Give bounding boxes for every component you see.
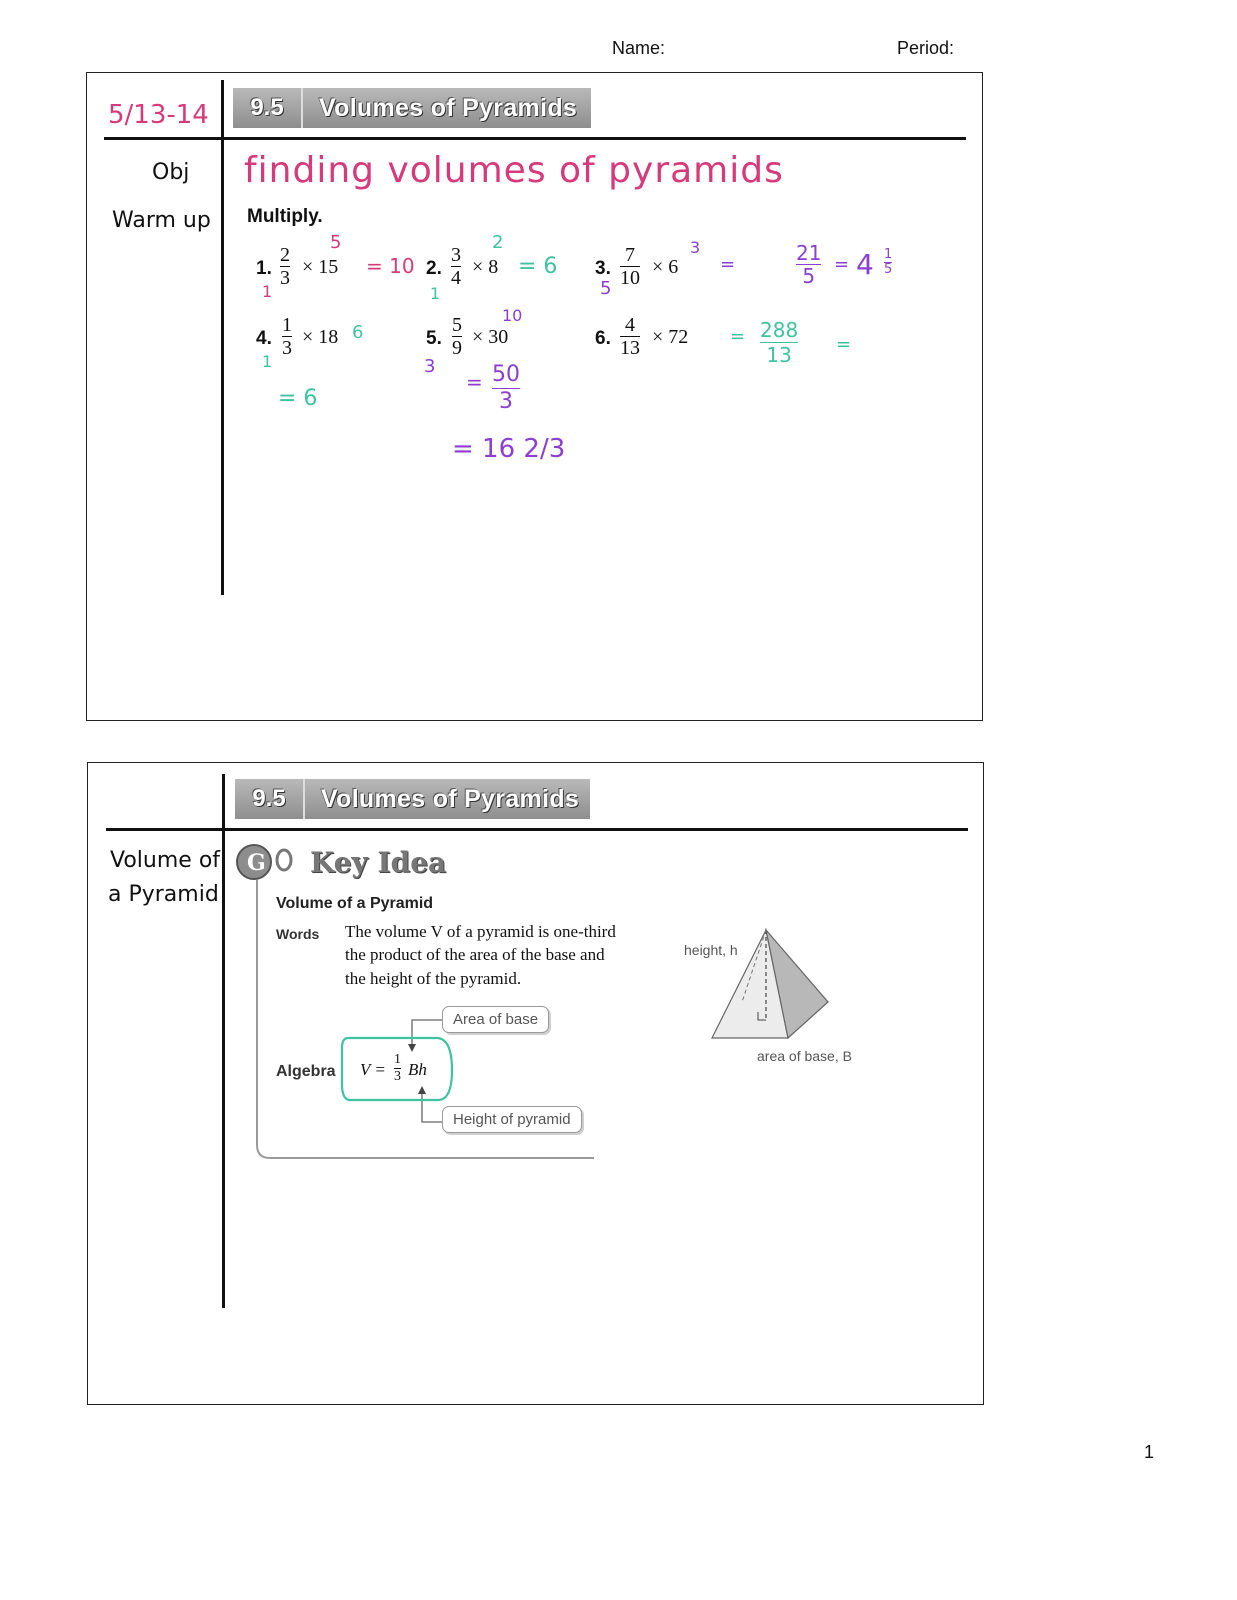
- key-idea-title: Key Idea: [310, 846, 447, 879]
- numerator: 3: [451, 244, 461, 266]
- problem-4-fraction: [282, 314, 292, 359]
- numerator: 5: [452, 314, 462, 336]
- problem-4-work-bottom: 1: [262, 352, 273, 371]
- problem-5-work-bottom: 3: [424, 356, 436, 377]
- page-number: 1: [1144, 1442, 1155, 1462]
- problem-3-number: 3.: [595, 258, 611, 279]
- panel2-vertical-divider: [222, 774, 225, 1308]
- words-label: Words: [276, 926, 320, 942]
- numerator: 1: [394, 1052, 401, 1067]
- problem-1-multiplier: × 15: [302, 256, 339, 278]
- problem-2-number: 2.: [426, 258, 442, 279]
- figure-base-label: area of base, B: [757, 1048, 852, 1064]
- numerator: 1: [884, 247, 893, 262]
- problem-1-work-top: 5: [330, 232, 342, 253]
- banner-title: Volumes of Pyramids: [319, 93, 578, 122]
- denominator: 10: [620, 267, 640, 289]
- problem-5-number: 5.: [426, 328, 442, 349]
- problem-5-equals: =: [466, 370, 483, 394]
- denominator: 3: [394, 1069, 401, 1084]
- denominator: 3: [280, 267, 290, 289]
- denominator: 3: [499, 389, 513, 414]
- key-idea-box-title: Volume of a Pyramid: [276, 895, 434, 912]
- numerator: 50: [492, 362, 520, 387]
- problem-6-multiplier: × 72: [652, 326, 689, 348]
- words-line-1: The volume V of a pyramid is one-third: [345, 922, 616, 941]
- problem-6-trailing-equals: =: [836, 334, 852, 355]
- problem-3-mixed-fraction: [884, 248, 892, 277]
- problem-2-fraction: [451, 244, 461, 289]
- numerator: 1: [282, 314, 292, 336]
- numerator: 7: [625, 244, 635, 266]
- side-label-line1: Volume of: [110, 848, 221, 873]
- problem-4-number: 4.: [256, 328, 272, 349]
- problem-3-answer-fraction: [796, 242, 821, 287]
- problem-6-answer-fraction: [760, 318, 798, 367]
- formula-left: V =: [360, 1060, 386, 1079]
- numerator: 4: [625, 314, 635, 336]
- problem-1-number: 1.: [256, 258, 272, 279]
- problem-4-work-top: 6: [352, 322, 364, 343]
- problem-3-equals: =: [720, 254, 736, 275]
- key-idea-icon: [234, 842, 304, 882]
- problem-2-work-top: 2: [492, 232, 504, 253]
- panel2-horizontal-divider: [106, 828, 968, 831]
- denominator: 13: [766, 343, 792, 367]
- problem-3-answer-equals: =: [834, 254, 850, 275]
- banner-title: Volumes of Pyramids: [321, 784, 580, 813]
- denominator: 5: [802, 264, 816, 288]
- denominator: 4: [451, 267, 461, 289]
- section-banner-1: [233, 88, 591, 128]
- denominator: 9: [452, 337, 462, 359]
- words-line-3: the height of the pyramid.: [345, 969, 522, 988]
- formula-right: Bh: [408, 1060, 427, 1079]
- denominator: 5: [884, 262, 893, 277]
- problem-3-fraction: [620, 244, 640, 289]
- obj-label: Obj: [152, 160, 190, 185]
- problem-5-answer-fraction: [492, 362, 520, 415]
- problem-6-equals: =: [730, 326, 746, 347]
- callout-height-of-pyramid: Height of pyramid: [442, 1106, 582, 1133]
- figure-height-label: height, h: [684, 942, 738, 958]
- panel1-horizontal-divider: [104, 137, 966, 140]
- formula-fraction: [394, 1052, 401, 1085]
- section-banner-2: [235, 779, 590, 819]
- numerator: 21: [796, 241, 822, 265]
- problem-3-multiplier: × 6: [652, 256, 679, 278]
- date: 5/13-14: [108, 100, 209, 130]
- banner-number: 9.5: [235, 779, 305, 819]
- words-line-2: the product of the area of the base and: [345, 945, 605, 964]
- algebra-label: Algebra: [276, 1063, 336, 1080]
- problem-2-answer: = 6: [518, 254, 558, 279]
- objective-text: finding volumes of pyramids: [244, 150, 784, 191]
- problem-5-multiplier: × 30: [472, 326, 509, 348]
- problem-3-work-top: 3: [690, 238, 701, 257]
- problem-1-fraction: [280, 244, 290, 289]
- problem-1-answer: = 10: [366, 254, 415, 278]
- problem-3-work-bottom: 5: [600, 278, 612, 299]
- problem-2-multiplier: × 8: [472, 256, 499, 278]
- numerator: 288: [760, 318, 799, 342]
- problem-2-work-bottom: 1: [430, 284, 441, 303]
- problem-5-fraction: [452, 314, 462, 359]
- problem-5-mixed-answer: = 16 2/3: [452, 434, 566, 464]
- panel1-vertical-divider: [221, 80, 224, 595]
- period-label: Period:: [897, 38, 955, 58]
- warmup-label: Warm up: [112, 208, 211, 233]
- banner-number: 9.5: [233, 88, 303, 128]
- name-label: Name:: [612, 38, 666, 58]
- problem-5-work-top: 10: [502, 306, 523, 325]
- callout-area-of-base: Area of base: [442, 1006, 549, 1033]
- side-label-line2: a Pyramid: [108, 882, 219, 907]
- pyramid-figure: [700, 920, 840, 1050]
- svg-text:G: G: [247, 850, 266, 876]
- problem-6-number: 6.: [595, 328, 611, 349]
- problem-1-work-bottom: 1: [262, 282, 273, 301]
- denominator: 13: [620, 337, 640, 359]
- problem-4-multiplier: × 18: [302, 326, 339, 348]
- problem-3-mixed-whole: 4: [856, 248, 874, 281]
- problem-6-fraction: [620, 314, 640, 359]
- multiply-instruction: Multiply.: [247, 206, 323, 227]
- denominator: 3: [282, 337, 292, 359]
- numerator: 2: [280, 244, 290, 266]
- problem-4-answer: = 6: [278, 386, 318, 411]
